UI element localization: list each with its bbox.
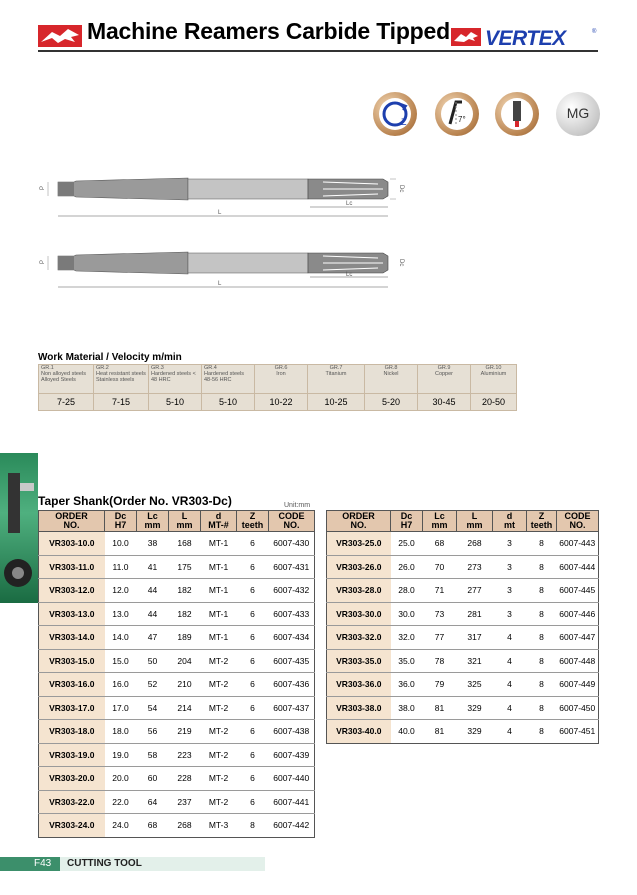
spec-cell: 204 — [169, 649, 201, 673]
column-header — [201, 511, 237, 532]
spec-cell: 18.0 — [105, 720, 137, 744]
material-group-code: GR.3 — [151, 365, 164, 371]
spec-cell: 14.0 — [105, 626, 137, 650]
column-header — [269, 511, 315, 532]
material-group-desc: Non alloyed steels Alloyed Steels — [41, 371, 86, 383]
rotation-z-icon — [373, 92, 417, 136]
spec-cell: 38.0 — [391, 696, 423, 720]
order-number-cell: VR303-36.0 — [327, 673, 391, 697]
order-number-cell: VR303-30.0 — [327, 602, 391, 626]
product-photo — [0, 453, 38, 603]
material-group-desc: Aluminium — [480, 371, 507, 377]
spec-cell: 6 — [237, 673, 269, 697]
spec-cell: 8 — [527, 602, 557, 626]
order-number-cell: VR303-12.0 — [39, 579, 105, 603]
spec-cell: 325 — [457, 673, 493, 697]
work-material-velocity-row — [39, 394, 517, 411]
table-row — [39, 767, 315, 791]
order-number-cell: VR303-35.0 — [327, 649, 391, 673]
spec-cell: 70 — [423, 555, 457, 579]
code-number-cell: 6007-430 — [269, 532, 315, 556]
code-number-cell: 6007-433 — [269, 602, 315, 626]
material-group-desc: Hardened steels 48-56 HRC — [204, 371, 245, 383]
material-group-desc: Iron — [276, 371, 286, 377]
code-number-cell: 6007-446 — [557, 602, 599, 626]
svg-text:7°: 7° — [458, 115, 466, 124]
spec-cell: MT-2 — [201, 720, 237, 744]
column-header-unit: teeth — [530, 520, 553, 530]
spec-cell: 58 — [137, 743, 169, 767]
column-header-unit: NO. — [283, 520, 300, 530]
order-number-cell: VR303-25.0 — [327, 532, 391, 556]
spec-cell: 17.0 — [105, 696, 137, 720]
column-header-label: Dc — [114, 511, 127, 521]
spec-cell: 64 — [137, 790, 169, 814]
svg-text:Z: Z — [401, 117, 407, 127]
spec-cell: 73 — [423, 602, 457, 626]
spec-cell: 6 — [237, 579, 269, 603]
table-row — [39, 743, 315, 767]
code-number-cell: 6007-449 — [557, 673, 599, 697]
spec-cell: 16.0 — [105, 673, 137, 697]
order-section-title: Taper Shank(Order No. VR303-Dc) — [38, 494, 232, 508]
table-row — [327, 720, 599, 744]
spec-cell: 47 — [137, 626, 169, 650]
spec-cell: 237 — [169, 790, 201, 814]
spec-cell: 56 — [137, 720, 169, 744]
order-number-cell: VR303-40.0 — [327, 720, 391, 744]
order-number-cell: VR303-18.0 — [39, 720, 105, 744]
spec-cell: 281 — [457, 602, 493, 626]
velocity-cell: 5-10 — [149, 394, 202, 411]
work-material-header-row — [39, 365, 517, 394]
spec-cell: 6 — [237, 790, 269, 814]
column-header — [327, 511, 391, 532]
code-number-cell: 6007-441 — [269, 790, 315, 814]
spec-cell: 8 — [237, 814, 269, 838]
svg-text:L: L — [218, 281, 222, 287]
spec-cell: 6 — [237, 626, 269, 650]
svg-text:Lc: Lc — [346, 201, 353, 207]
column-header — [457, 511, 493, 532]
column-header-label: L — [471, 511, 478, 521]
column-header-label: Z — [538, 511, 545, 521]
svg-text:Lc: Lc — [346, 272, 353, 278]
velocity-cell: 10-25 — [308, 394, 365, 411]
spec-cell: MT-1 — [201, 579, 237, 603]
svg-text:Dc: Dc — [398, 185, 404, 193]
order-number-cell: VR303-22.0 — [39, 790, 105, 814]
column-header-unit: NO. — [350, 520, 367, 530]
spec-cell: 6 — [237, 743, 269, 767]
code-number-cell: 6007-432 — [269, 579, 315, 603]
spec-cell: 6 — [237, 532, 269, 556]
code-number-cell: 6007-442 — [269, 814, 315, 838]
spec-cell: 4 — [493, 696, 527, 720]
spec-cell: 8 — [527, 555, 557, 579]
eagle-logo-icon — [38, 25, 82, 47]
spec-cell: 41 — [137, 555, 169, 579]
spec-cell: 44 — [137, 602, 169, 626]
column-header-label: Z — [249, 511, 256, 521]
column-header-label: Lc — [434, 511, 445, 521]
column-header-label: CODE — [564, 511, 591, 521]
spec-cell: 40.0 — [391, 720, 423, 744]
spec-cell: 6 — [237, 696, 269, 720]
spec-cell: 38 — [137, 532, 169, 556]
table-row — [39, 720, 315, 744]
spec-cell: 214 — [169, 696, 201, 720]
spec-cell: 168 — [169, 532, 201, 556]
spec-cell: 8 — [527, 626, 557, 650]
spec-cell: 268 — [169, 814, 201, 838]
spec-cell: 32.0 — [391, 626, 423, 650]
column-header-unit: teeth — [241, 520, 264, 530]
svg-text:L: L — [218, 210, 222, 216]
spec-cell: 6 — [237, 720, 269, 744]
table-row — [39, 626, 315, 650]
column-header-unit: H7 — [114, 520, 127, 530]
column-header — [391, 511, 423, 532]
material-group-desc: Nickel — [383, 371, 399, 377]
spec-cell: 8 — [527, 579, 557, 603]
column-header-unit: mm — [176, 520, 193, 530]
spec-cell: 11.0 — [105, 555, 137, 579]
code-number-cell: 6007-448 — [557, 649, 599, 673]
code-number-cell: 6007-438 — [269, 720, 315, 744]
column-header — [423, 511, 457, 532]
table-row — [39, 555, 315, 579]
velocity-cell: 5-20 — [365, 394, 418, 411]
spec-cell: 3 — [493, 532, 527, 556]
spec-cell: 329 — [457, 720, 493, 744]
spec-cell: 3 — [493, 602, 527, 626]
material-group-cell — [308, 365, 365, 394]
spec-cell: MT-1 — [201, 532, 237, 556]
spec-cell: 4 — [493, 720, 527, 744]
order-number-cell: VR303-38.0 — [327, 696, 391, 720]
code-number-cell: 6007-431 — [269, 555, 315, 579]
column-header-unit: H7 — [400, 520, 413, 530]
spec-cell: 223 — [169, 743, 201, 767]
spec-cell: MT-2 — [201, 649, 237, 673]
code-number-cell: 6007-440 — [269, 767, 315, 791]
header-rule — [38, 50, 598, 52]
flute-angle-icon — [435, 92, 479, 136]
column-header — [105, 511, 137, 532]
spec-cell: 6 — [237, 555, 269, 579]
page-title: Machine Reamers Carbide Tipped — [87, 18, 450, 44]
order-table-left — [38, 510, 315, 838]
order-number-cell: VR303-11.0 — [39, 555, 105, 579]
spec-cell: 79 — [423, 673, 457, 697]
velocity-cell: 7-25 — [39, 394, 94, 411]
spec-cell: 60 — [137, 767, 169, 791]
svg-text:P: P — [40, 185, 46, 190]
column-header-label: d — [215, 511, 222, 521]
spec-cell: 6 — [237, 602, 269, 626]
page-number-badge — [0, 857, 60, 871]
spec-cell: 228 — [169, 767, 201, 791]
spec-cell: 182 — [169, 579, 201, 603]
spec-cell: 8 — [527, 696, 557, 720]
velocity-cell: 20-50 — [471, 394, 517, 411]
order-number-cell: VR303-26.0 — [327, 555, 391, 579]
velocity-cell: 7-15 — [94, 394, 149, 411]
table-row — [39, 696, 315, 720]
column-header-label: L — [181, 511, 188, 521]
spec-cell: MT-1 — [201, 626, 237, 650]
spec-cell: 3 — [493, 579, 527, 603]
spec-cell: 317 — [457, 626, 493, 650]
spec-cell: MT-2 — [201, 767, 237, 791]
material-group-desc: Titanium — [325, 371, 347, 377]
column-header — [169, 511, 201, 532]
column-header-label: CODE — [278, 511, 305, 521]
column-header — [137, 511, 169, 532]
spec-cell: 273 — [457, 555, 493, 579]
vertex-logo — [451, 26, 599, 48]
order-number-cell: VR303-17.0 — [39, 696, 105, 720]
code-number-cell: 6007-451 — [557, 720, 599, 744]
brand-name: VERTEX — [485, 27, 566, 48]
material-group-code: GR.1 — [41, 365, 54, 371]
spec-cell: 50 — [137, 649, 169, 673]
code-number-cell: 6007-439 — [269, 743, 315, 767]
spec-cell: 81 — [423, 696, 457, 720]
material-group-code: GR.9 — [437, 365, 451, 371]
velocity-cell: 30-45 — [418, 394, 471, 411]
spec-cell: 8 — [527, 720, 557, 744]
material-group-code: GR.8 — [384, 365, 398, 371]
order-number-cell: VR303-24.0 — [39, 814, 105, 838]
code-number-cell: 6007-434 — [269, 626, 315, 650]
table-row — [327, 602, 599, 626]
column-header — [237, 511, 269, 532]
spec-cell: 78 — [423, 649, 457, 673]
spec-cell: 8 — [527, 673, 557, 697]
reamer-drawing-2 — [38, 244, 428, 294]
order-number-cell: VR303-28.0 — [327, 579, 391, 603]
material-group-code: GR.2 — [96, 365, 109, 371]
spec-cell: 321 — [457, 649, 493, 673]
table-row — [327, 626, 599, 650]
material-group-desc: Copper — [434, 371, 454, 377]
spec-cell: 77 — [423, 626, 457, 650]
column-header-label: Dc — [400, 511, 413, 521]
column-header-label: ORDER — [342, 511, 375, 521]
coolant-tool-icon — [495, 92, 539, 136]
spec-cell: 25.0 — [391, 532, 423, 556]
spec-cell: MT-3 — [201, 814, 237, 838]
spec-cell: MT-2 — [201, 743, 237, 767]
code-number-cell: 6007-443 — [557, 532, 599, 556]
column-header — [557, 511, 599, 532]
table-row — [39, 602, 315, 626]
spec-cell: 20.0 — [105, 767, 137, 791]
material-group-cell — [149, 365, 202, 394]
spec-cell: 329 — [457, 696, 493, 720]
spec-cell: 182 — [169, 602, 201, 626]
spec-cell: 52 — [137, 673, 169, 697]
unit-label: Unit:mm — [284, 502, 311, 509]
table-row — [39, 649, 315, 673]
table-row — [39, 579, 315, 603]
spec-cell: 71 — [423, 579, 457, 603]
spec-cell: 13.0 — [105, 602, 137, 626]
code-number-cell: 6007-436 — [269, 673, 315, 697]
spec-cell: 189 — [169, 626, 201, 650]
svg-text:Dc: Dc — [398, 259, 404, 267]
order-number-cell: VR303-19.0 — [39, 743, 105, 767]
table-row — [327, 696, 599, 720]
column-header-label: Lc — [147, 511, 158, 521]
table-row — [327, 673, 599, 697]
order-number-cell: VR303-32.0 — [327, 626, 391, 650]
code-number-cell: 6007-437 — [269, 696, 315, 720]
table-row — [39, 673, 315, 697]
column-header-unit: mt — [504, 520, 515, 530]
order-number-cell: VR303-20.0 — [39, 767, 105, 791]
spec-cell: 81 — [423, 720, 457, 744]
code-number-cell: 6007-444 — [557, 555, 599, 579]
page-number: F43 — [34, 858, 52, 869]
spec-cell: MT-1 — [201, 602, 237, 626]
spec-cell: 8 — [527, 649, 557, 673]
spec-cell: 54 — [137, 696, 169, 720]
spec-cell: MT-2 — [201, 673, 237, 697]
material-group-cell — [94, 365, 149, 394]
spec-cell: 28.0 — [391, 579, 423, 603]
column-header-label: d — [506, 511, 513, 521]
mg-grade-icon: MG — [556, 92, 600, 136]
spec-cell: 19.0 — [105, 743, 137, 767]
spec-cell: 12.0 — [105, 579, 137, 603]
spec-cell: MT-2 — [201, 696, 237, 720]
code-number-cell: 6007-447 — [557, 626, 599, 650]
material-group-code: GR.6 — [274, 365, 288, 371]
material-group-cell — [418, 365, 471, 394]
code-number-cell: 6007-445 — [557, 579, 599, 603]
spec-cell: 8 — [527, 532, 557, 556]
table-row — [327, 649, 599, 673]
code-number-cell: 6007-435 — [269, 649, 315, 673]
column-header-unit: mm — [144, 520, 161, 530]
svg-text:P: P — [40, 259, 46, 264]
material-group-cell — [255, 365, 308, 394]
spec-cell: 210 — [169, 673, 201, 697]
material-group-desc: Hardened steels < 48 HRC — [151, 371, 196, 383]
footer-section: CUTTING TOOL — [67, 858, 142, 869]
spec-cell: 277 — [457, 579, 493, 603]
spec-cell: 22.0 — [105, 790, 137, 814]
spec-cell: 6 — [237, 767, 269, 791]
column-header-unit: NO. — [63, 520, 80, 530]
order-number-cell: VR303-13.0 — [39, 602, 105, 626]
spec-cell: 6 — [237, 649, 269, 673]
column-header — [39, 511, 105, 532]
velocity-cell: 10-22 — [255, 394, 308, 411]
spec-cell: 268 — [457, 532, 493, 556]
velocity-cell: 5-10 — [202, 394, 255, 411]
spec-cell: MT-1 — [201, 555, 237, 579]
column-header-unit: mm — [431, 520, 448, 530]
spec-cell: 35.0 — [391, 649, 423, 673]
material-group-code: GR.7 — [329, 365, 343, 371]
spec-cell: 68 — [137, 814, 169, 838]
material-group-cell — [39, 365, 94, 394]
table-row — [39, 532, 315, 556]
material-group-desc: Heat resistant steels Stainless steels — [96, 371, 146, 383]
spec-cell: 4 — [493, 626, 527, 650]
material-group-code: GR.4 — [204, 365, 217, 371]
material-group-code: GR.10 — [485, 365, 502, 371]
reamer-drawing-1 — [38, 170, 428, 230]
column-header-label: ORDER — [55, 511, 88, 521]
column-header-unit: NO. — [569, 520, 586, 530]
spec-cell: 30.0 — [391, 602, 423, 626]
table-row — [39, 814, 315, 838]
svg-text:®: ® — [592, 29, 597, 35]
table-row — [327, 555, 599, 579]
spec-cell: 219 — [169, 720, 201, 744]
table-row — [327, 532, 599, 556]
spec-cell: 15.0 — [105, 649, 137, 673]
column-header-unit: MT-# — [208, 520, 229, 530]
work-material-table — [38, 364, 517, 411]
spec-cell: 36.0 — [391, 673, 423, 697]
spec-cell: 44 — [137, 579, 169, 603]
column-header — [493, 511, 527, 532]
material-group-cell — [202, 365, 255, 394]
order-number-cell: VR303-15.0 — [39, 649, 105, 673]
spec-cell: 4 — [493, 673, 527, 697]
table-row — [327, 579, 599, 603]
spec-cell: 4 — [493, 649, 527, 673]
spec-cell: 175 — [169, 555, 201, 579]
spec-cell: MT-2 — [201, 790, 237, 814]
spec-cell: 26.0 — [391, 555, 423, 579]
order-table-right — [326, 510, 599, 744]
table-row — [39, 790, 315, 814]
order-number-cell: VR303-10.0 — [39, 532, 105, 556]
material-group-cell — [471, 365, 517, 394]
spec-cell: 68 — [423, 532, 457, 556]
order-number-cell: VR303-14.0 — [39, 626, 105, 650]
material-group-cell — [365, 365, 418, 394]
spec-cell: 3 — [493, 555, 527, 579]
column-header-unit: mm — [466, 520, 483, 530]
code-number-cell: 6007-450 — [557, 696, 599, 720]
work-material-title: Work Material / Velocity m/min — [38, 352, 182, 363]
order-number-cell: VR303-16.0 — [39, 673, 105, 697]
spec-cell: 24.0 — [105, 814, 137, 838]
spec-cell: 10.0 — [105, 532, 137, 556]
column-header — [527, 511, 557, 532]
